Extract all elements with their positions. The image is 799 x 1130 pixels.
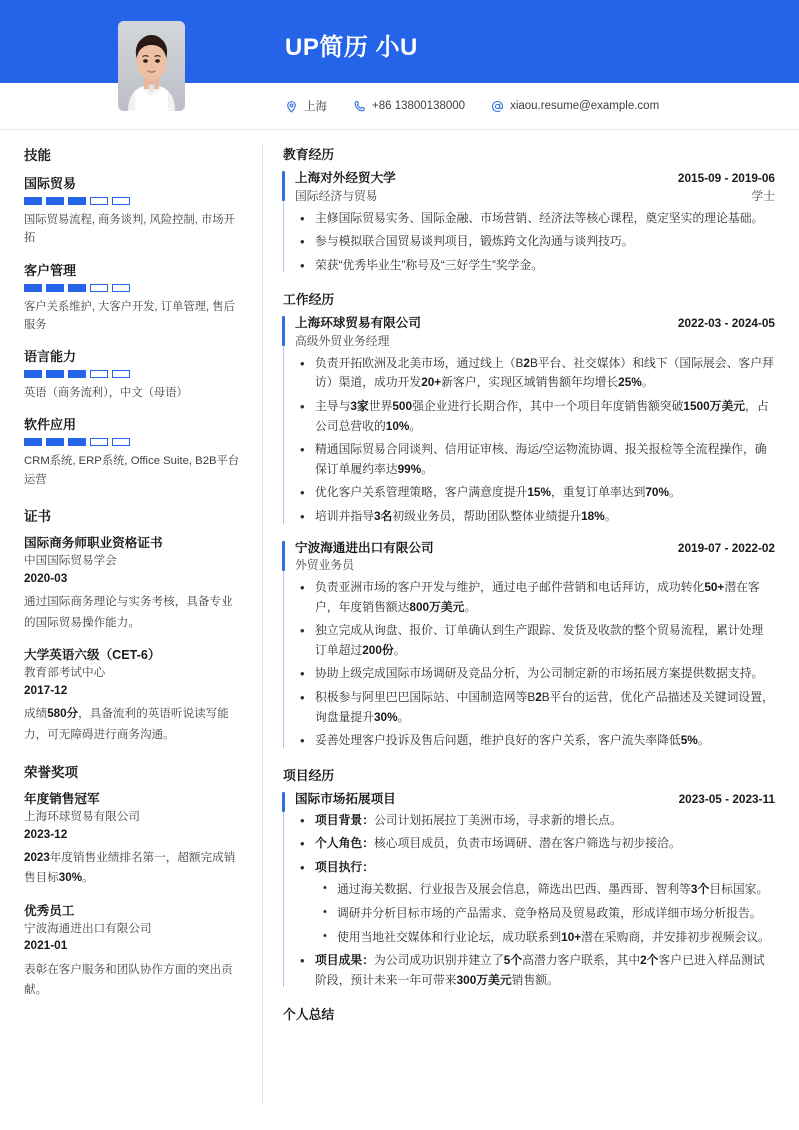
skill-item (24, 414, 240, 489)
skill-description: 客户关系维护, 大客户开发, 订单管理, 售后服务 (24, 300, 235, 331)
section-heading-summary: 个人总结 (283, 1007, 335, 1023)
work-entry (283, 314, 775, 526)
award-title: 年度销售冠军 (24, 791, 100, 806)
bullet-item: • 妥善处理客户投诉及售后问题，维护良好的客户关系，客户流失率降低5%。 (295, 731, 775, 751)
sidebar-section-skills (24, 144, 240, 489)
email-at-icon (491, 100, 504, 113)
skill-description: 国际贸易流程, 商务谈判, 风险控制, 市场开拓 (24, 214, 235, 245)
rating-pip (112, 197, 130, 205)
main-column (263, 130, 799, 1047)
education-entry (283, 169, 775, 275)
project-entry-head (295, 790, 775, 809)
section-heading-education: 教育经历 (283, 147, 335, 162)
section-heading-skills: 技能 (24, 148, 51, 163)
education-bullets (295, 209, 775, 276)
project-entry (283, 790, 775, 991)
skill-item (24, 260, 240, 335)
bullet-item: • 主修国际贸易实务、国际金融、市场营销、经济法等核心课程，奠定坚实的理论基础。 (295, 209, 775, 229)
bullet-item: • 荣获“优秀毕业生”称号及“三好学生”奖学金。 (295, 256, 775, 276)
skill-name: 国际贸易 (24, 176, 77, 191)
education-entry-subhead (295, 188, 775, 206)
rating-pip (90, 370, 108, 378)
rating-pip (24, 197, 42, 205)
sidebar-section-certificates (24, 505, 240, 745)
bullet-item: • 主导与3家世界500强企业进行长期合作，其中一个项目年度销售额突破1500万美元，占公司总营收的10%。 (295, 397, 775, 436)
sub-bullet-item: • 使用当地社交媒体和行业论坛，成功联系到10+潜在采购商，并安排初步视频会议。 (315, 928, 775, 948)
job-title: 外贸业务员 (295, 558, 354, 573)
award-item (24, 902, 240, 1001)
rating-pip (46, 197, 64, 205)
work-entry-head (295, 314, 775, 333)
certificate-title: 国际商务师职业资格证书 (24, 536, 163, 551)
certificate-issuer: 教育部考试中心 (24, 666, 106, 680)
work-bullets (295, 578, 775, 751)
skill-rating (24, 284, 240, 292)
rating-pip (46, 438, 64, 446)
bullet-item (295, 951, 775, 990)
degree-name: 学士 (751, 188, 775, 203)
skill-name: 客户管理 (24, 262, 77, 278)
skill-item (24, 173, 240, 248)
skill-description: CRM系统, ERP系统, Office Suite, B2B平台运营 (24, 455, 240, 486)
certificate-description: 通过国际商务理论与实务考核，具备专业的国际贸易操作能力。 (24, 595, 233, 629)
rating-pip (68, 370, 86, 378)
certificate-date: 2017-12 (24, 682, 68, 697)
bullet-item (295, 834, 775, 854)
contact-email-text: xiaou.resume@example.com (510, 100, 660, 112)
work-bullets (295, 354, 775, 527)
skill-rating (24, 370, 240, 378)
section-heading-certificates: 证书 (24, 509, 51, 525)
company-name: 上海环球贸易有限公司 (295, 316, 421, 331)
work-entry-head (295, 539, 775, 558)
sub-bullet-item: • 通过海关数据、行业报告及展会信息，筛选出巴西、墨西哥、智利等3个目标国家。 (315, 880, 775, 900)
section-work (283, 289, 775, 750)
award-date: 2023-12 (24, 826, 68, 841)
rating-pip (90, 438, 108, 446)
bullet-item: • 负责开拓欧洲及北美市场，通过线上（B2B平台、社交媒体）和线下（国际展会、客户拜访）渠道，成功开发20+新客户，实现区域销售额年均增长25%。 (295, 354, 775, 393)
rating-pip (46, 370, 64, 378)
section-education (283, 144, 775, 275)
sub-bullet-item: • 调研并分析目标市场的产品需求、竞争格局及贸易政策，形成详细市场分析报告。 (315, 904, 775, 924)
work-entry (283, 539, 775, 751)
contact-location (285, 98, 327, 114)
skill-name: 软件应用 (24, 417, 77, 433)
award-issuer: 宁波海通进出口有限公司 (24, 922, 152, 935)
portrait-photo-icon (118, 21, 185, 111)
certificate-item (24, 534, 240, 633)
major-name: 国际经济与贸易 (295, 188, 378, 203)
rating-pip (24, 438, 42, 446)
section-summary (283, 1004, 775, 1023)
certificate-title: 大学英语六级（CET-6） (24, 647, 161, 662)
rating-pip (112, 284, 130, 292)
bullet-item: • 参与模拟联合国贸易谈判项目，锻炼跨文化沟通与谈判技巧。 (295, 232, 775, 252)
award-date: 2021-01 (24, 938, 68, 953)
bullet-lead: 项目背景： (315, 812, 374, 827)
education-date: 2015-09 - 2019-06 (677, 171, 775, 185)
work-date: 2022-03 - 2024-05 (677, 316, 775, 331)
section-heading-work: 工作经历 (283, 292, 335, 308)
project-name: 国际市场拓展项目 (295, 791, 396, 806)
page-title: UP简历 小U (285, 34, 418, 61)
bullet-text: 为公司成功识别并建立了5个高潜力客户联系，其中2个客户已进入样品测试阶段，预计未来一年可带来300万美元销售额。 (315, 953, 765, 987)
bullet-lead: 项目成果： (315, 953, 374, 968)
skill-item (24, 346, 240, 402)
bullet-lead: 项目执行： (315, 859, 374, 874)
sidebar-section-awards (24, 761, 240, 1001)
section-heading-projects: 项目经历 (283, 767, 335, 783)
bullet-item (295, 811, 775, 831)
bullet-text: 公司计划拓展拉丁美洲市场，寻求新的增长点。 (374, 812, 622, 827)
rating-pip (68, 438, 86, 446)
award-description: 表彰在客户服务和团队协作方面的突出贡献。 (24, 963, 233, 997)
rating-pip (24, 370, 42, 378)
sidebar (0, 130, 262, 1037)
section-heading-awards: 荣誉奖项 (24, 764, 78, 780)
contact-email (491, 100, 659, 113)
bullet-item: • 优化客户关系管理策略，客户满意度提升15%，重复订单率达到70%。 (295, 483, 775, 503)
award-issuer: 上海环球贸易有限公司 (24, 810, 140, 824)
bullet-text: 核心项目成员，负责市场调研、潜在客户筛选与初步接洽。 (374, 836, 681, 851)
work-date: 2019-07 - 2022-02 (677, 540, 775, 555)
skill-rating (24, 197, 240, 205)
bullet-item: • 积极参与阿里巴巴国际站、中国制造网等B2B平台的运营，优化产品描述及关键词设置，询盘量提升30%。 (295, 688, 775, 727)
rating-pip (112, 438, 130, 446)
contact-phone (353, 100, 465, 113)
bullet-item: • 独立完成从询盘、报价、订单确认到生产跟踪、发货及收款的整个贸易流程，累计处理订单超过200份。 (295, 621, 775, 660)
bullet-item (295, 858, 775, 947)
phone-icon (353, 100, 366, 113)
certificate-description: 成绩580分，具备流利的英语听说读写能力，可无障碍进行商务沟通。 (24, 707, 229, 741)
bullet-item: • 精通国际贸易合同谈判、信用证审核、海运/空运物流协调、报关报检等全流程操作，确保订单履约率达99%。 (295, 440, 775, 479)
bullet-item: • 负责亚洲市场的客户开发与维护，通过电子邮件营销和电话拜访，成功转化50+潜在客户，年度销售额达800万美元。 (295, 578, 775, 617)
skill-rating (24, 438, 240, 446)
certificate-item (24, 646, 240, 745)
rating-pip (90, 284, 108, 292)
bullet-item: • 培训并指导3名初级业务员，帮助团队整体业绩提升18%。 (295, 507, 775, 527)
avatar (118, 21, 185, 111)
education-entry-head (295, 169, 775, 188)
project-date: 2023-05 - 2023-11 (678, 791, 775, 806)
rating-pip (46, 284, 64, 292)
skill-description: 英语（商务流利），中文（母语） (24, 387, 188, 400)
award-title: 优秀员工 (24, 903, 75, 918)
certificate-date: 2020-03 (24, 570, 68, 585)
work-entry-subhead (295, 333, 775, 351)
contact-location-text: 上海 (304, 101, 327, 113)
job-title: 高级外贸业务经理 (295, 334, 390, 349)
rating-pip (24, 284, 42, 292)
skill-name: 语言能力 (24, 349, 77, 365)
resume-body (0, 130, 799, 1104)
section-projects (283, 765, 775, 991)
school-name: 上海对外经贸大学 (295, 171, 396, 185)
project-sub-bullets (315, 880, 775, 947)
rating-pip (90, 197, 108, 205)
rating-pip (112, 370, 130, 378)
location-pin-icon (285, 100, 298, 113)
rating-pip (68, 197, 86, 205)
bullet-lead: 个人角色： (315, 836, 374, 851)
project-bullets (295, 811, 775, 991)
certificate-issuer: 中国国际贸易学会 (24, 554, 117, 568)
rating-pip (68, 284, 86, 292)
award-item (24, 790, 240, 889)
work-entry-subhead (295, 557, 775, 575)
bullet-item: • 协助上级完成国际市场调研及竞品分析，为公司制定新的市场拓展方案提供数据支持。 (295, 664, 775, 684)
company-name: 宁波海通进出口有限公司 (295, 540, 434, 555)
contact-phone-text: +86 13800138000 (372, 100, 466, 112)
award-description: 2023年度销售业绩排名第一，超额完成销售目标30%。 (24, 851, 236, 885)
